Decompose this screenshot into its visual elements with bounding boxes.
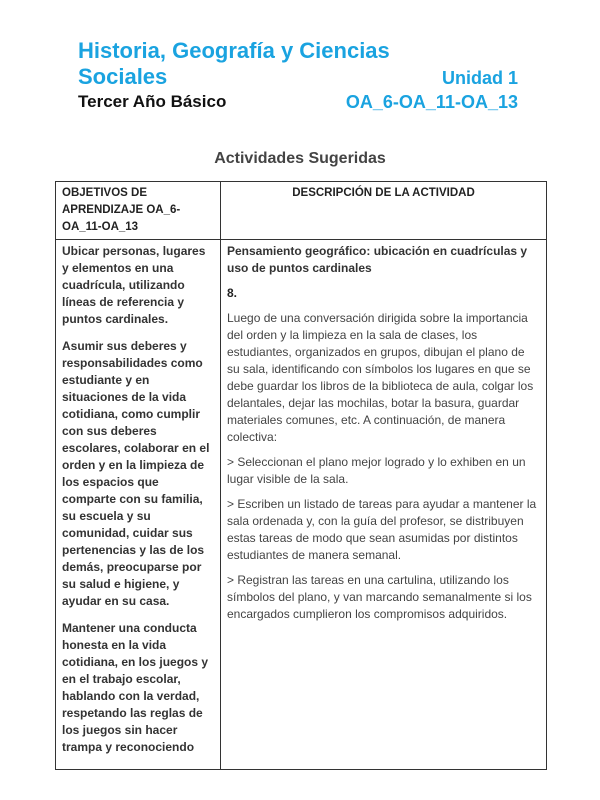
objective-text: Mantener una conducta honesta en la vida cotidiana, en los juegos y en el trabajo escolar, hablando con la verdad, respetando las reglas de los juegos sin hacer trampa y reconociendo [62, 621, 209, 754]
grade-label: Tercer Año Básico [78, 92, 227, 111]
subject-title: Historia, Geografía y Ciencias [78, 38, 390, 63]
grade-line [78, 90, 523, 114]
oa-codes: OA_6-OA_11-OA_13 [345, 92, 518, 112]
activity-description-cell [221, 240, 547, 770]
description-column-header: DESCRIPCIÓN DE LA ACTIVIDAD [221, 182, 547, 240]
objective-text: Asumir sus deberes y responsabilidades como estudiante y en situaciones de la vida cotidiana, como cumplir con sus deberes escolares, colaborar en el orden y en la limpieza de los espacios que comparte con su familia, su escuela y su comunidad, cuidar sus pertenencias y las de los demás, preocuparse por su salud e higiene, y ayudar en su casa. [62, 339, 210, 608]
activity-step: > Registran las tareas en una cartulina, utilizando los símbolos del plano, y van marcando semanalmente si los encargados cumplieron los compromisos adquiridos. [227, 573, 532, 621]
activity-step: > Seleccionan el plano mejor logrado y lo exhiben en un lugar visible de la sala. [227, 455, 526, 486]
subject-title-line2 [78, 64, 523, 90]
unit-label: Unidad 1 [441, 68, 518, 88]
objective-text: Ubicar personas, lugares y elementos en una cuadrícula, utilizando líneas de referencia y puntos cardinales. [62, 244, 206, 326]
activity-paragraph: Luego de una conversación dirigida sobre la importancia del orden y la limpieza en la sala de clases, los estudiantes, organizados en grupos, dibujan el plano de su sala, identificando con símbolos los lugares en que se debe guardar los libros de la biblioteca de aula, colgar los delantales, dejar las mochilas, botar la basura, guardar materiales comunes, etc. A continuación, de manera colectiva: [227, 311, 534, 444]
table-header-row [56, 182, 547, 240]
activity-step: > Escriben un listado de tareas para ayudar a mantener la sala ordenada y, con la guía del profesor, se distribuyen estas tareas de modo que sean asumidas por distintos estudiantes de manera semanal. [227, 497, 537, 562]
table-row [56, 240, 547, 770]
page-header [78, 38, 523, 114]
section-title: Actividades Sugeridas [214, 150, 386, 167]
objectives-column-header: OBJETIVOS DE APRENDIZAJE OA_6-OA_11-OA_13 [56, 182, 221, 240]
activity-title: Pensamiento geográfico: ubicación en cuadrículas y uso de puntos cardinales [227, 244, 528, 275]
subject-title-continued: Sociales [78, 64, 168, 89]
activities-table [55, 181, 547, 770]
activity-number: 8. [227, 286, 238, 300]
objectives-cell [56, 240, 221, 770]
